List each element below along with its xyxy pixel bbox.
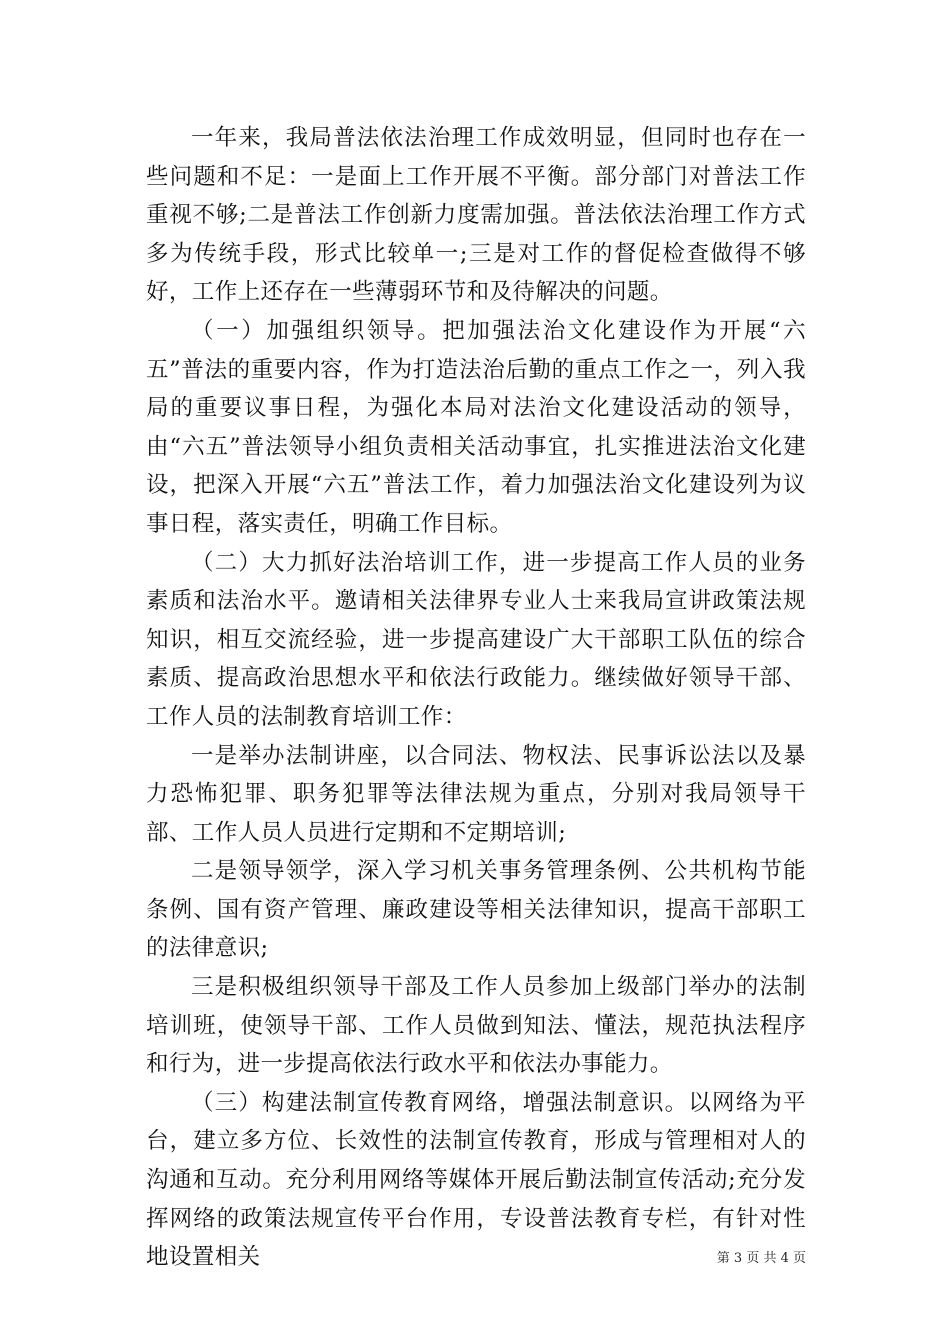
paragraph-item-3: 三是积极组织领导干部及工作人员参加上级部门举办的法制培训班，使领导干部、工作人员做到知法、懂法，规范执法程序和行为，进一步提高依法行政水平和依法办事能力。 bbox=[146, 974, 806, 1078]
page-number: 第 3 页 共 4 页 bbox=[716, 1251, 806, 1266]
paragraph-section-1: （一）加强组织领导。把加强法治文化建设作为开展“六五”普法的重要内容，作为打造法治后勤的重点工作之一，列入我局的重要议事日程，为强化本局对法治文化建设活动的领导，由“六五”普法领导小组负责相关活动事宜，扎实推进法治文化建设，把深入开展“六五”普法工作，着力加强法治文化建设列为议事日程，落实责任，明确工作目标。 bbox=[146, 317, 806, 537]
paragraph-section-3: （三）构建法制宣传教育网络，增强法制意识。以网络为平台，建立多方位、长效性的法制宣传教育，形成与管理相对人的沟通和互动。充分利用网络等媒体开展后勤法制宣传活动;充分发挥网络的政策法规宣传平台作用，专设普法教育专栏，有针对性地设置相关 bbox=[146, 1089, 806, 1271]
paragraph-section-2: （二）大力抓好法治培训工作，进一步提高工作人员的业务素质和法治水平。邀请相关法律界专业人士来我局宣讲政策法规知识，相互交流经验，进一步提高建设广大干部职工队伍的综合素质、提高政治思想水平和依法行政能力。继续做好领导干部、工作人员的法制教育培训工作： bbox=[146, 549, 806, 730]
paragraph-item-1: 一是举办法制讲座，以合同法、物权法、民事诉讼法以及暴力恐怖犯罪、职务犯罪等法律法规为重点，分别对我局领导干部、工作人员人员进行定期和不定期培训; bbox=[146, 742, 806, 846]
paragraph-summary: 一年来，我局普法依法治理工作成效明显，但同时也存在一些问题和不足：一是面上工作开展不平衡。部分部门对普法工作重视不够;二是普法工作创新力度需加强。普法依法治理工作方式多为传统手段，形式比较单一;三是对工作的督促检查做得不够好，工作上还存在一些薄弱环节和及待解决的问题。 bbox=[146, 125, 806, 306]
paragraph-item-2: 二是领导领学，深入学习机关事务管理条例、公共机构节能条例、国有资产管理、廉政建设等相关法律知识，提高干部职工的法律意识; bbox=[146, 858, 806, 962]
document-body bbox=[146, 119, 806, 1277]
